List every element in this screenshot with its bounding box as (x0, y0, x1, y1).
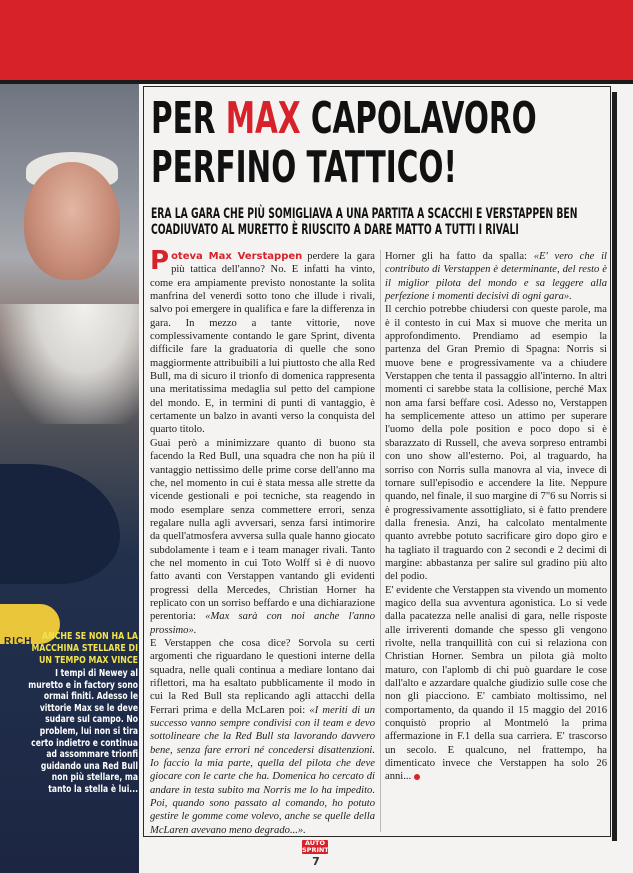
photo-caption (28, 631, 138, 796)
headline-word-per: PER (151, 93, 226, 144)
top-red-bar (0, 0, 633, 80)
paragraph-4-text: Horner gli ha fatto da spalla: (385, 251, 534, 262)
subheadline: ERA LA GARA CHE PIÙ SOMIGLIAVA A UNA PARTITA A SCACCHI E VERSTAPPEN BEN COADIUVATO AL MURETTO È RIUSCITO A DARE MATTO A TUTTI I RIVALI (151, 206, 578, 238)
headline-line-2-text: PERFINO TATTICO! (151, 142, 457, 193)
caption-text: I tempi di Newey al muretto e in factory sono ormai finiti. Adesso le vittorie Max se le deve sudare sul campo. No problem, lui non si tira certo indietro e continua ad assommare trionfi guidando una Red Bull non più stellare, ma tanto la stella è lui... (28, 668, 139, 795)
paragraph-3-quote: «I meriti di un successo vanno sempre condivisi con il team e devo sottolineare che la Red Bull sta lavorando davvero bene, senza fare errori né concedersi disattenzioni. Io faccio la mia parte, quella del pilota che deve giocare con le carte che ha. Domenica ho cercato di andare in testa subito ma Norris me lo ha impedito. Poi, quando sono passato al comando, ho potuto gestire le gomme come volevo, anche se quelle della McLaren avevano meno degrado...». (150, 704, 375, 836)
page-number: 7 (312, 855, 320, 868)
paragraph-1-text: perdere la gara più tattica dell'anno? No. E infatti ha vinto, come era ampiamente previsto nonostante la solita manfrina del venerdì sotto tono che illude i rivali, salvo poi emergere in qualifica e fare la differenza in gara. In mezzo a tante vittorie, nove complessivamente contando le gare Sprint, diventa difficile fare la graduatoria di quelle che sono maggiormente attribuibili a lui piuttosto che alla Red Bull, ma di sicuro il trionfo di domenica rappresenta una meritatissima medaglia sul petto del campione del mondo. E, in termini di punti di vantaggio, è certamente un balzo in avanti verso la conquista del quarto titolo. (150, 251, 376, 436)
headline-line-1 (151, 93, 537, 144)
paragraph-1 (150, 246, 376, 437)
photo-cap-shape (0, 464, 120, 584)
paragraph-6-text: E' evidente che Verstappen sta vivendo un momento magico della sua avventura agonistica. Lo si vede dalla pacatezza nelle analisi di gara, nelle risposte alle irriverenti domande che spesso gli vengono rivolte, nella tranquillità con cui si relaziona con Christian Horner. Sembra un pilota già molto maturo, con l'aplomb di chi può guardare le cose dall'alto e azzardare qualche giudizio sulle cose che non gli piacciono. E' cambiato moltissimo, nel comportamento, da quando il 15 maggio del 2016 conquistò proprio al Montmeló la prima affermazione in F.1 della sua carriera. E' trascorso un secolo. E qualcuno, nel frattempo, ha dimenticato invece che Verstappen ha solo 26 anni... (385, 584, 607, 783)
caption-title: ANCHE SE NON HA LA MACCHINA STELLARE DI UN TEMPO MAX VINCE (31, 631, 138, 666)
photo-shirt-shape (0, 304, 139, 424)
column-divider (380, 250, 381, 832)
paragraph-3-text: E Verstappen che cosa dice? Sorvola su certi argomenti che riguardano le questioni interne della squadra, nelle quali continua a mediare lontano dai riflettori, ma ha esaltato pubblicamente il modo in cui la Red Bull sta replicando agli attacchi della Ferrari prima e della McLaren poi: (150, 637, 375, 716)
paragraph-4-quote: «E' vero che il contributo di Verstappen è determinante, del resto è il miglior pilota del mondo e sa leggere alla perfezione i momenti decisivi di ogni gara». (385, 251, 608, 303)
paragraph-6 (385, 584, 607, 784)
photo-face-shape (24, 162, 120, 280)
headline-word-capolavoro: CAPOLAVORO (300, 93, 537, 144)
frame-shadow-rule (612, 92, 617, 841)
paragraph-4 (385, 250, 607, 303)
dropcap: P (150, 246, 170, 276)
photo-sponsor-logo: RICH (4, 636, 33, 647)
end-mark-icon (414, 774, 420, 780)
paragraph-5: Il cerchio potrebbe chiudersi con queste parole, ma è il contesto in cui Max si muove che merita un approfondimento. Prendiamo ad esempio la partenza del Gran Premio di Spagna: Norris si muove bene e progressivamente va a chiudere Verstappen che tenta il passaggio all'interno. In altri momenti ci sarebbe stata la collisione, perché Max non ama farsi beffare così. Adesso no, Verstappen ha semplicemente atteso un attimo per superare l'uomo della pole position e poco dopo si è sbarazzato di Russell, che aveva sorpreso entrambi con uno show all'esterno. Poi, al traguardo, ha sorriso con Norris sulla manovra al via, invece di tornare sull'episodio e accendere la lite. Neppure quando, nel finale, il suo margine di 7"6 su Norris si è progressivamente assottigliato, si è fatto prendere dalla frenesia. Anzi, ha calcolato mentalmente quanto avrebbe potuto sacrificare giro dopo giro e ha tagliato il traguardo con 2 secondi e 2 decimi di margine: abbastanza per salire sul gradino più alto del podio. (385, 304, 607, 583)
headline-word-max: MAX (225, 93, 301, 144)
paragraph-3 (150, 637, 375, 837)
paragraph-2-text: Guai però a minimizzare quanto di buono sta facendo la Red Bull, una squadra che non ha più il vantaggio nettissimo delle prime corse dell'anno ma che, nel momento in cui è stata messa alle strette da vicende gestionali e poi tecniche, sta reagendo in modo esemplare senza commettere errori, senza regalare nulla agli avversari, senza farsi intimorire da quell'atmosfera avversa sulla quale hanno giocato subdolamente i team e i team manager rivali. Tanto che nel momento in cui Toto Wolff si è di nuovo fatto avanti con Verstappen vantando gli evidenti progressi della Mercedes, Christian Horner ha replicato con un sorriso beffardo e una dichiarazione perentoria: (150, 437, 375, 623)
paragraph-2 (150, 437, 375, 637)
paragraph-2-quote: «Max sarà con noi anche l'anno prossimo». (150, 611, 375, 636)
article-column-right (385, 250, 607, 784)
lead-in: oteva Max Verstappen (171, 251, 303, 262)
magazine-logo: AUTO SPRINT (302, 839, 329, 854)
headline-line-2 (151, 143, 459, 192)
article-column-left (150, 246, 376, 837)
